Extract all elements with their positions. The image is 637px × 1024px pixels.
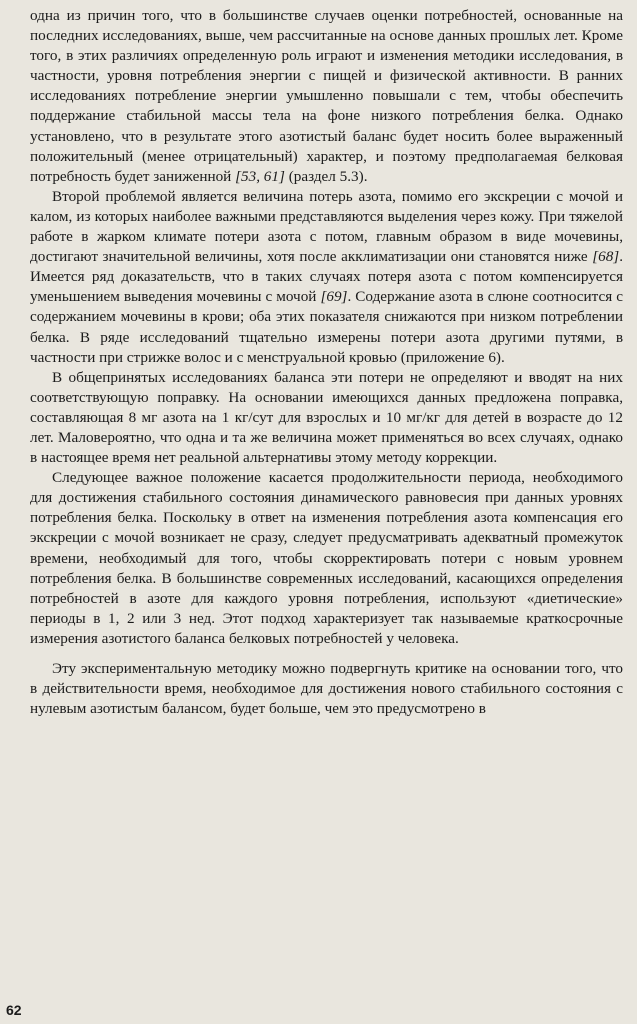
paragraph (30, 659, 623, 719)
citation-reference: [53, 61] (235, 167, 285, 185)
paragraph-text: . Имеется ряд доказательств, что в таких случаях потеря азота с потом компенсируется уменьшением выведения мочевины с мочой (30, 248, 623, 306)
citation-reference: [68] (592, 248, 620, 266)
paragraph-text: Второй проблемой является величина потерь азота, помимо его экскреции с мочой и калом, из которых наиболее важными представляются выделения через кожу. При тяжелой работе в жарком климате потери азота с потом, главным образом в виде мочевины, достигают значительной величины, хотя после акклиматизации они становятся ниже (30, 187, 623, 266)
citation-reference: [69] (320, 288, 348, 306)
paragraph-text: . Содержание азота в слюне соотносится с содержанием мочевины в крови; оба этих показателя снижаются при низком потреблении белка. В ряде исследований тщательно измерены потери азота другими путями, в частности при стрижке волос и с менструальной кровью (приложение 6). (30, 288, 623, 366)
paragraph (30, 468, 623, 649)
paragraph-text: Следующее важное положение касается продолжительности периода, необходимого для достижения стабильного состояния динамического равновесия при данных уровнях потребления белка. Поскольку в ответ на изменения потребления азота компенсация его экскреции с мочой возникает не сразу, следует предусматривать адекватный промежуток времени, необходимый для того, чтобы скорректировать потери с новым уровнем потребления белка. В большинстве современных исследований, касающихся определения потребностей в азоте для каждого уровня потребления, используют «диетические» периоды в 1, 2 или 3 нед. Этот подход характеризует так называемые краткосрочные измерения азотистого баланса белковых потребностей у человека. (30, 469, 623, 647)
paragraph (30, 368, 623, 468)
paragraph-text: Эту экспериментальную методику можно подвергнуть критике на основании того, что в действительности время, необходимое для достижения нового стабильного состояния с нулевым азотистым балансом, будет больше, чем это предусмотрено в (30, 660, 623, 718)
paragraph-text: одна из причин того, что в большинстве случаев оценки потребностей, основанные на последних исследованиях, выше, чем рассчитанные на основе данных прошлых лет. Кроме того, в этих различиях определенную роль играют и изменения методики исследования, в частности, уровня потребления энергии с пищей и физической активности. В ранних исследованиях потребление энергии умышленно повышали с тем, чтобы обеспечить поддержание стабильной массы тела на фоне низкого потребления белка. Однако установлено, что в результате этого азотистый баланс будет носить более выраженный положительный (менее отрицательный) характер, и поэтому предполагаемая белковая потребность будет заниженной (30, 7, 623, 185)
body-text (30, 6, 623, 719)
paragraph-text: (раздел 5.3). (284, 167, 368, 185)
paragraph (30, 6, 623, 187)
page-number: 62 (6, 1002, 22, 1018)
paragraph (30, 187, 623, 368)
paragraph-text: В общепринятых исследованиях баланса эти потери не определяют и вводят на них соответствующую поправку. На основании имеющихся данных предложена поправка, составляющая 8 мг азота на 1 кг/сут для взрослых и 10 мг/кг для детей в возрасте до 12 лет. Маловероятно, что одна и та же величина может применяться во всех случаях, однако в настоящее время нет реальной альтернативы этому методу коррекции. (30, 368, 623, 467)
